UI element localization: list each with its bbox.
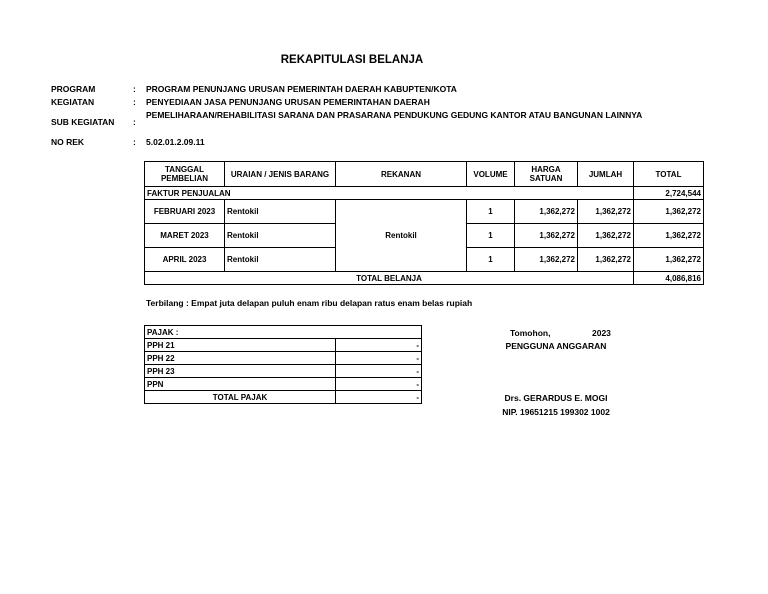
header-jumlah: JUMLAH bbox=[578, 162, 634, 187]
tax-value: - bbox=[336, 339, 422, 352]
table-header-row bbox=[145, 162, 704, 187]
signature-nip: NIP. 19651215 199302 1002 bbox=[502, 407, 610, 417]
header-tanggal: TANGGAL PEMBELIAN bbox=[145, 162, 225, 187]
signature-name: Drs. GERARDUS E. MOGI bbox=[504, 393, 608, 403]
tax-total-label: TOTAL PAJAK bbox=[145, 391, 336, 404]
program-value: PROGRAM PENUNJANG URUSAN PEMERINTAH DAERAH KABUPTEN/KOTA bbox=[146, 84, 457, 94]
rekanan-cell: Rentokil bbox=[336, 200, 467, 272]
row-volume: 1 bbox=[467, 200, 515, 224]
row-uraian: Rentokil bbox=[225, 248, 336, 272]
header-rekanan: REKANAN bbox=[336, 162, 467, 187]
tax-row bbox=[145, 365, 422, 378]
tax-value: - bbox=[336, 352, 422, 365]
row-jumlah: 1,362,272 bbox=[578, 248, 634, 272]
faktur-total: 2,724,544 bbox=[634, 187, 704, 200]
tax-total-value: - bbox=[336, 391, 422, 404]
program-label: PROGRAM bbox=[51, 84, 96, 94]
tax-table bbox=[144, 325, 422, 404]
tax-label: PPH 21 bbox=[145, 339, 336, 352]
sub-kegiatan-label: SUB KEGIATAN bbox=[51, 117, 115, 127]
kegiatan-label: KEGIATAN bbox=[51, 97, 95, 107]
row-jumlah: 1,362,272 bbox=[578, 224, 634, 248]
no-rek-colon: : bbox=[133, 137, 136, 147]
tax-label: PPH 22 bbox=[145, 352, 336, 365]
row-harga: 1,362,272 bbox=[515, 200, 578, 224]
faktur-row bbox=[145, 187, 704, 200]
tax-header: PAJAK : bbox=[145, 326, 422, 339]
signature-role: PENGGUNA ANGGARAN bbox=[505, 341, 607, 351]
signature-year: 2023 bbox=[592, 328, 611, 338]
program-colon: : bbox=[133, 84, 136, 94]
tax-label: PPN bbox=[145, 378, 336, 391]
faktur-label: FAKTUR PENJUALAN bbox=[145, 187, 634, 200]
header-harga-satuan: HARGA SATUAN bbox=[515, 162, 578, 187]
tax-value: - bbox=[336, 378, 422, 391]
row-harga: 1,362,272 bbox=[515, 224, 578, 248]
tax-row bbox=[145, 378, 422, 391]
no-rek-label: NO REK bbox=[51, 137, 85, 147]
row-total: 1,362,272 bbox=[634, 248, 704, 272]
row-volume: 1 bbox=[467, 248, 515, 272]
row-uraian: Rentokil bbox=[225, 200, 336, 224]
tax-value: - bbox=[336, 365, 422, 378]
header-total: TOTAL bbox=[634, 162, 704, 187]
sub-kegiatan-colon: : bbox=[133, 117, 136, 127]
tax-label: PPH 23 bbox=[145, 365, 336, 378]
kegiatan-colon: : bbox=[133, 97, 136, 107]
page-title: REKAPITULASI BELANJA bbox=[280, 54, 424, 66]
row-volume: 1 bbox=[467, 224, 515, 248]
header-uraian: URAIAN / JENIS BARANG bbox=[225, 162, 336, 187]
tax-row bbox=[145, 339, 422, 352]
kegiatan-value: PENYEDIAAN JASA PENUNJANG URUSAN PEMERINTAHAN DAERAH bbox=[146, 97, 430, 107]
row-total: 1,362,272 bbox=[634, 224, 704, 248]
no-rek-value: 5.02.01.2.09.11 bbox=[146, 137, 205, 147]
tax-total-row bbox=[145, 391, 422, 404]
header-volume: VOLUME bbox=[467, 162, 515, 187]
rekap-table bbox=[144, 161, 704, 285]
row-uraian: Rentokil bbox=[225, 224, 336, 248]
row-tanggal: APRIL 2023 bbox=[145, 248, 225, 272]
total-belanja-value: 4,086,816 bbox=[634, 272, 704, 285]
total-belanja-row bbox=[145, 272, 704, 285]
table-row bbox=[145, 200, 704, 224]
signature-place: Tomohon, bbox=[510, 328, 551, 338]
row-harga: 1,362,272 bbox=[515, 248, 578, 272]
row-tanggal: FEBRUARI 2023 bbox=[145, 200, 225, 224]
row-jumlah: 1,362,272 bbox=[578, 200, 634, 224]
row-tanggal: MARET 2023 bbox=[145, 224, 225, 248]
tax-row bbox=[145, 352, 422, 365]
row-total: 1,362,272 bbox=[634, 200, 704, 224]
terbilang-text: Terbilang : Empat juta delapan puluh enam ribu delapan ratus enam belas rupiah bbox=[146, 298, 473, 308]
sub-kegiatan-value: PEMELIHARAAN/REHABILITASI SARANA DAN PRASARANA PENDUKUNG GEDUNG KANTOR ATAU BANGUNAN LAINNYA bbox=[146, 110, 643, 120]
tax-header-row bbox=[145, 326, 422, 339]
total-belanja-label: TOTAL BELANJA bbox=[145, 272, 634, 285]
